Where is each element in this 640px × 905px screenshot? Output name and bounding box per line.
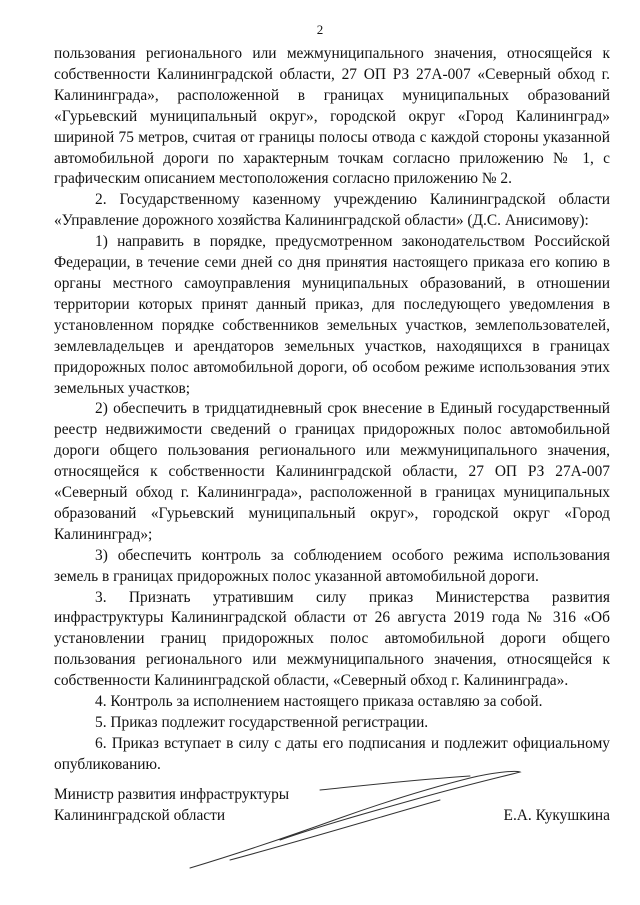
page-number: 2 — [316, 22, 324, 37]
paragraph-item-6: 6. Приказ вступает в силу с даты его подписания и подлежит официальному опубликованию. — [54, 734, 610, 773]
document-body — [54, 44, 610, 776]
paragraph-subitem-3: 3) обеспечить контроль за соблюдением особого режима использования земель в границах придорожных полос указанной автомобильной дороги. — [54, 546, 610, 585]
paragraph-continuation: пользования регионального или межмуниципального значения, относящейся к собственности Калининградской области, 27 ОП РЗ 27А-007 «Северный обход г. Калининграда», расположенной в границах муниципальных образований «Гурьевский муниципальный округ», городской округ «Город Калининград» шириной 75 метров, считая от границы полосы отвода с каждой стороны указанной автомобильной дороги по характерным точкам согласно приложению № 1, с графическим описанием местоположения согласно приложению № 2. — [54, 45, 610, 188]
signatory-name: Е.А. Кукушкина — [503, 807, 610, 824]
signatory-title-line-2: Калининградской области — [54, 806, 226, 824]
paragraph-item-3: 3. Признать утратившим силу приказ Министерства развития инфраструктуры Калининградской области от 26 августа 2019 года № 316 «Об установлении границ придорожных полос автомобильной дороги общего пользования регионального или межмуниципального значения, относящейся к собственности Калининградской области, «Северный обход г. Калининграда». — [54, 588, 610, 690]
paragraph-subitem-1: 1) направить в порядке, предусмотренном законодательством Российской Федерации, в течение семи дней со дня принятия настоящего приказа его копию в органы местного самоуправления муниципальных образований, в отношении территории которых принят данный приказ, для последующего уведомления в установленном порядке собственников земельных участков, землепользователей, землевладельцев и арендаторов земельных участков, находящихся в границах придорожных полос автомобильной дороги, об особом режиме использования этих земельных участков; — [54, 233, 610, 397]
paragraph-subitem-2: 2) обеспечить в тридцатидневный срок внесение в Единый государственный реестр недвижимости сведений о границах придорожных полос автомобильной дороги общего пользования регионального или межмуниципального значения, относящейся к собственности Калининградской области, 27 ОП РЗ 27А-007 «Северный обход г. Калининграда», расположенной в границах муниципальных образований «Гурьевский муниципальный округ», городской округ «Город Калининград»; — [54, 400, 610, 543]
paragraph-item-5: 5. Приказ подлежит государственной регистрации. — [95, 714, 429, 731]
signatory-title-line-1: Министр развития инфраструктуры — [54, 786, 290, 803]
paragraph-item-2: 2. Государственному казенному учреждению Калининградской области «Управление дорожного хозяйства Калининградской области» (Д.С. Анисимову): — [54, 191, 610, 230]
signatory-title — [54, 785, 289, 827]
paragraph-item-4: 4. Контроль за исполнением настоящего приказа оставляю за собой. — [95, 693, 543, 711]
